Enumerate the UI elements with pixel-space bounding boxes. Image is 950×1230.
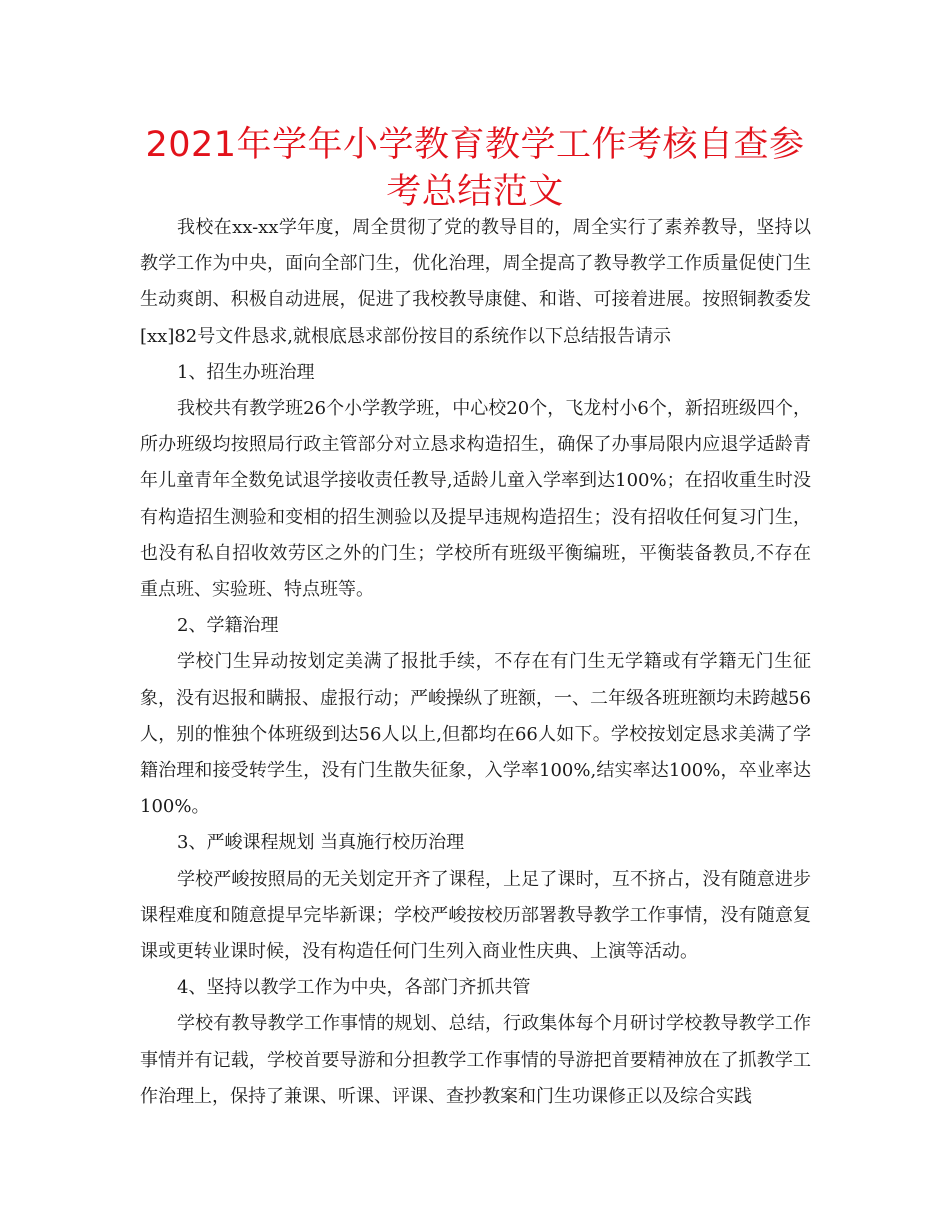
paragraph-intro: 我校在xx-xx学年度，周全贯彻了党的教导目的，周全实行了素养教导，坚持以教学工作为中央，面向全部门生，优化治理，周全提高了教导教学工作质量促使门生生动爽朗、积极自动进展，促进了我校教导康健、和谐、可接着进展。按照铜教委发[xx]82号文件恳求,就根底恳求部份按目的系统作以下总结报告请示 [140,217,811,347]
section-heading-1: 1、招生办班治理 [177,361,315,383]
section-heading-2: 2、学籍治理 [177,615,279,637]
section-heading-3: 3、严峻课程规划 当真施行校历治理 [177,832,465,854]
paragraph-section-2: 学校门生异动按划定美满了报批手续，不存在有门生无学籍或有学籍无门生征象，没有迟报和瞒报、虚报行动；严峻操纵了班额，一、二年级各班班额均未跨越56人，别的惟独个体班级到达56人以上,但都均在66人如下。学校按划定恳求美满了学籍治理和接受转学生，没有门生散失征象，入学率100%,结实率达100%，卒业率达100%。 [140,651,811,818]
document-body [140,210,811,1115]
paragraph-section-3: 学校严峻按照局的无关划定开齐了课程，上足了课时，互不挤占，没有随意进步课程难度和随意提早完毕新课；学校严峻按校历部署教导教学工作事情，没有随意复课或更转业课时候，没有构造任何门生列入商业性庆典、上演等活动。 [140,868,811,963]
document-title: 2021年学年小学教育教学工作考核自查参考总结范文 [145,125,805,212]
section-heading-4: 4、坚持以教学工作为中央，各部门齐抓共管 [177,977,531,999]
paragraph-section-1: 我校共有教学班26个小学教学班，中心校20个，飞龙村小6个，新招班级四个，所办班级均按照局行政主管部分对立恳求构造招生，确保了办事局限内应退学适龄青年儿童青年全数免试退学接收责任教导,适龄儿童入学率到达100%；在招收重生时没有构造招生测验和变相的招生测验以及提早违规构造招生；没有招收任何复习门生，也没有私自招收效劳区之外的门生；学校所有班级平衡编班，平衡装备教员,不存在重点班、实验班、特点班等。 [140,398,811,601]
paragraph-section-4: 学校有教导教学工作事情的规划、总结，行政集体每个月研讨学校教导教学工作事情并有记载，学校首要导游和分担教学工作事情的导游把首要精神放在了抓教学工作治理上，保持了兼课、听课、评课、查抄教案和门生功课修正以及综合实践 [140,1013,811,1107]
